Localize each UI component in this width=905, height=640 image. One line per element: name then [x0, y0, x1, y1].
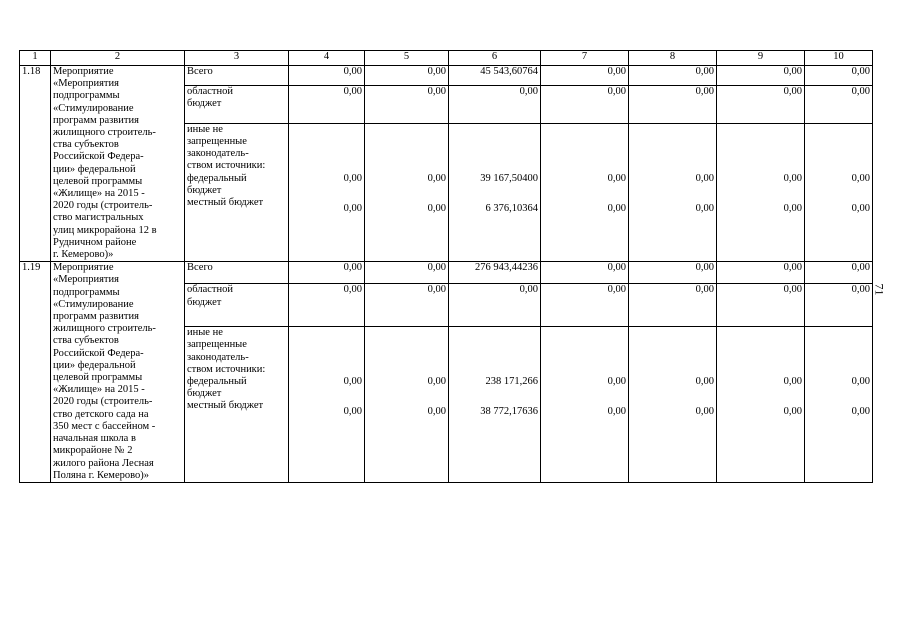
value-federal: 0,00: [343, 172, 362, 184]
value-cell-regional: 0,00: [541, 284, 629, 327]
text-line: Рудничном районе: [53, 236, 137, 248]
value-federal: 0,00: [427, 172, 446, 184]
table-row: [20, 262, 873, 284]
value-cell-total: 0,00: [805, 262, 873, 284]
event-name-cell: [51, 262, 185, 483]
row-number-cell: 1.19: [20, 262, 51, 483]
value-local: 0,00: [427, 406, 446, 418]
spacer: [719, 327, 802, 376]
value-cell-total: 0,00: [365, 66, 449, 86]
spacer: [807, 327, 870, 376]
text-line: бюджет: [187, 184, 222, 196]
budget-table: [19, 50, 873, 483]
value-cell-regional: 0,00: [289, 85, 365, 123]
column-header: 10: [805, 51, 873, 66]
value-cell-total: 0,00: [629, 262, 717, 284]
text-line: областной: [187, 284, 233, 296]
spacer: [543, 124, 626, 173]
spacer: [367, 124, 446, 173]
value-federal: 0,00: [783, 172, 802, 184]
text-line: иные не: [187, 123, 223, 135]
value-local: 0,00: [851, 203, 870, 214]
spacer: [291, 124, 362, 173]
value-local: 0,00: [783, 203, 802, 214]
text-line: Российской Федера-: [53, 347, 144, 359]
value-cell-regional: 0,00: [449, 85, 541, 123]
value-federal: 0,00: [607, 376, 626, 388]
spacer: [807, 124, 870, 173]
value-cell-split: [629, 123, 717, 261]
text-line: программ развития: [53, 311, 139, 323]
value-cell-split: [289, 327, 365, 483]
value-federal: 0,00: [783, 376, 802, 388]
text-line: жилищного строитель-: [53, 127, 156, 139]
text-line: начальная школа в: [53, 433, 136, 445]
source-label-regional: [185, 284, 289, 327]
text-line: запрещенные: [187, 136, 247, 148]
value-local: 0,00: [343, 203, 362, 214]
value-local: 0,00: [343, 406, 362, 418]
value-federal: 0,00: [695, 172, 714, 184]
value-cell-regional: 0,00: [365, 284, 449, 327]
value-cell-split: [449, 123, 541, 261]
value-federal: 238 171,266: [485, 376, 538, 388]
value-local: 0,00: [607, 406, 626, 418]
text-line: подпрограммы: [53, 90, 120, 102]
value-cell-total: 45 543,60764: [449, 66, 541, 86]
text-line: ством источники:: [187, 160, 266, 172]
value-cell-regional: 0,00: [629, 284, 717, 327]
value-cell-split: [541, 327, 629, 483]
text-line: 2020 годы (строитель-: [53, 200, 153, 212]
value-cell-split: [805, 327, 873, 483]
value-cell-total: 0,00: [629, 66, 717, 86]
value-federal: 0,00: [851, 376, 870, 388]
value-cell-split: [717, 327, 805, 483]
spacer: [291, 327, 362, 376]
text-line: жилого района Лесная: [53, 457, 154, 469]
value-cell-regional: 0,00: [805, 284, 873, 327]
value-cell-total: 0,00: [365, 262, 449, 284]
spacer: [719, 124, 802, 173]
text-line: бюджет: [187, 388, 222, 400]
column-header: 2: [51, 51, 185, 66]
column-header: 1: [20, 51, 51, 66]
text-line: федеральный: [187, 172, 247, 184]
text-line: целевой программы: [53, 175, 143, 187]
text-line: ством источники:: [187, 363, 266, 375]
text-line: 350 мест с бассейном -: [53, 420, 156, 432]
value-cell-total: 0,00: [541, 66, 629, 86]
source-label-total: Всего: [185, 262, 289, 284]
value-federal: 0,00: [607, 172, 626, 184]
value-local: 6 376,10364: [485, 203, 538, 214]
text-line: микрорайоне № 2: [53, 445, 133, 457]
text-line: ства субъектов: [53, 335, 119, 347]
value-local: 0,00: [851, 406, 870, 418]
text-line: областной: [187, 85, 233, 97]
text-line: «Мероприятия: [53, 78, 119, 90]
text-line: местный бюджет: [187, 400, 264, 412]
text-line: Мероприятие: [53, 66, 114, 77]
column-header: 8: [629, 51, 717, 66]
value-cell-regional: 0,00: [449, 284, 541, 327]
value-local: 0,00: [427, 203, 446, 214]
text-line: подпрограммы: [53, 286, 120, 298]
text-line: ства субъектов: [53, 139, 119, 151]
source-label-total: Всего: [185, 66, 289, 86]
value-cell-split: [717, 123, 805, 261]
text-line: «Жилище» на 2015 -: [53, 384, 145, 396]
value-local: 0,00: [695, 203, 714, 214]
value-cell-total: 0,00: [717, 66, 805, 86]
spacer: [543, 327, 626, 376]
value-cell-split: [365, 123, 449, 261]
value-federal: 0,00: [343, 376, 362, 388]
value-cell-split: [805, 123, 873, 261]
spacer: [451, 327, 538, 376]
value-cell-regional: 0,00: [541, 85, 629, 123]
row-number-cell: 1.18: [20, 66, 51, 262]
page-number: 71: [872, 283, 887, 296]
value-cell-split: [449, 327, 541, 483]
source-label-regional: [185, 85, 289, 123]
value-cell-total: 276 943,44236: [449, 262, 541, 284]
text-line: запрещенные: [187, 339, 247, 351]
column-header: 6: [449, 51, 541, 66]
header-row: [20, 51, 873, 66]
value-local: 0,00: [783, 406, 802, 418]
value-cell-regional: 0,00: [365, 85, 449, 123]
text-line: г. Кемерово)»: [53, 249, 114, 261]
column-header: 7: [541, 51, 629, 66]
value-cell-split: [541, 123, 629, 261]
source-label-other: [185, 123, 289, 261]
spacer: [631, 327, 714, 376]
text-line: местный бюджет: [187, 197, 264, 209]
value-local: 0,00: [607, 203, 626, 214]
text-line: «Жилище» на 2015 -: [53, 188, 145, 200]
value-cell-regional: 0,00: [717, 284, 805, 327]
column-header: 9: [717, 51, 805, 66]
text-line: федеральный: [187, 376, 247, 388]
column-header: 5: [365, 51, 449, 66]
text-line: законодатель-: [187, 148, 249, 160]
value-cell-split: [289, 123, 365, 261]
text-line: Мероприятие: [53, 262, 114, 274]
text-line: иные не: [187, 327, 223, 339]
text-line: Российской Федера-: [53, 151, 144, 163]
column-header: 3: [185, 51, 289, 66]
text-line: ство магистральных: [53, 212, 144, 224]
value-cell-total: 0,00: [717, 262, 805, 284]
text-line: ции» федеральной: [53, 359, 136, 371]
value-cell-total: 0,00: [289, 262, 365, 284]
text-line: улиц микрорайона 12 в: [53, 224, 157, 236]
value-cell-split: [629, 327, 717, 483]
text-line: бюджет: [187, 97, 222, 109]
value-federal: 0,00: [695, 376, 714, 388]
spacer: [367, 327, 446, 376]
value-cell-regional: 0,00: [289, 284, 365, 327]
text-line: 2020 годы (строитель-: [53, 396, 153, 408]
text-line: Поляна г. Кемерово)»: [53, 469, 149, 481]
text-line: ство детского сада на: [53, 408, 149, 420]
value-cell-split: [365, 327, 449, 483]
value-cell-total: 0,00: [289, 66, 365, 86]
source-label-other: [185, 327, 289, 483]
value-cell-total: 0,00: [541, 262, 629, 284]
column-header: 4: [289, 51, 365, 66]
text-line: целевой программы: [53, 372, 143, 384]
value-federal: 0,00: [427, 376, 446, 388]
value-local: 0,00: [695, 406, 714, 418]
value-cell-total: 0,00: [805, 66, 873, 86]
event-name-cell: [51, 66, 185, 262]
value-cell-regional: 0,00: [629, 85, 717, 123]
text-line: законодатель-: [187, 351, 249, 363]
text-line: бюджет: [187, 296, 222, 308]
table-row: [20, 66, 873, 86]
value-cell-regional: 0,00: [805, 85, 873, 123]
text-line: ции» федеральной: [53, 163, 136, 175]
text-line: «Мероприятия: [53, 274, 119, 286]
text-line: «Стимулирование: [53, 102, 134, 114]
spacer: [451, 124, 538, 173]
text-line: «Стимулирование: [53, 298, 134, 310]
value-cell-regional: 0,00: [717, 85, 805, 123]
value-local: 38 772,17636: [480, 406, 538, 418]
value-federal: 0,00: [851, 172, 870, 184]
text-line: программ развития: [53, 114, 139, 126]
text-line: жилищного строитель-: [53, 323, 156, 335]
spacer: [631, 124, 714, 173]
value-federal: 39 167,50400: [480, 172, 538, 184]
